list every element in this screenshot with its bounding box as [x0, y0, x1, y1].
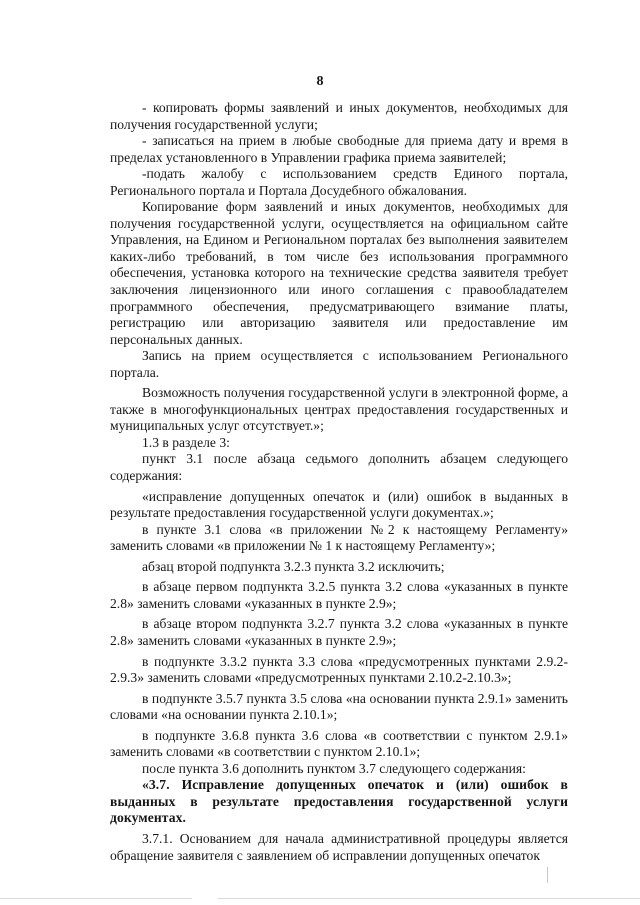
paragraph-electronic-form: Возможность получения государственной услуги в электронной форме, а также в многофункциональных центрах предоставления государственных и муниципальных услуг отсутствует.»;	[110, 385, 568, 434]
paragraph-appointment-portal: Запись на прием осуществляется с использованием Регионального портала.	[110, 348, 568, 380]
paragraph-amend-3-2-7: в абзаце втором подпункта 3.2.7 пункта 3.2 слова «указанных в пункте 2.8» заменить словами «указанных в пункте 2.9»;	[110, 616, 568, 648]
paragraph-file-complaint: -подать жалобу с использованием средств Единого портала, Регионального портала и Портала Досудебного обжалования.	[110, 166, 568, 198]
paragraph-amend-3-6-8: в подпункте 3.6.8 пункта 3.6 слова «в соответствии с пунктом 2.9.1» заменить словами «в соответствии с пунктом 2.10.1»;	[110, 727, 568, 760]
section-3-7-heading: «3.7. Исправление допущенных опечаток и (или) ошибок в выданных в результате предоставления государственной услуги документах.	[110, 777, 568, 826]
document-body	[110, 100, 568, 864]
paragraph-book-appointment: - записаться на прием в любые свободные для приема дату и время в пределах установленного в Управлении графика приема заявителей;	[110, 133, 568, 165]
scan-artifact-tick	[547, 867, 548, 883]
paragraph-section-3: 1.3 в разделе 3:	[142, 434, 230, 450]
paragraph-amend-3-3-2: в подпункте 3.3.2 пункта 3.3 слова «предусмотренных пунктами 2.9.2- 2.9.3» заменить словами «предусмотренных пунктами 2.10.2-2.10.3»;	[110, 653, 568, 686]
paragraph-copying-forms: Копирование форм заявлений и иных документов, необходимых для получения государственной услуги, осуществляется на официальном сайте Управления, на Едином и Региональном порталах без выполнения заявителем каких-либо требований, в том числе без использования программного обеспечения, установка которого на технические средства заявителя требует заключения лицензионного или иного соглашения с правообладателем программного обеспечения, предусматривающего взимание платы, регистрацию или авторизацию заявителя или предоставление им персональных данных.	[110, 199, 568, 347]
paragraph-copy-forms: - копировать формы заявлений и иных документов, необходимых для получения государственной услуги;	[110, 100, 568, 132]
paragraph-exclude-3-2-3: абзац второй подпункта 3.2.3 пункта 3.2 исключить;	[142, 558, 445, 574]
paragraph-amend-3-1: пункт 3.1 после абзаца седьмого дополнить абзацем следующего содержания:	[110, 451, 568, 484]
paragraph-add-3-7: после пункта 3.6 дополнить пунктом 3.7 следующего содержания:	[142, 760, 526, 776]
paragraph-amend-3-5-7: в подпункте 3.5.7 пункта 3.5 слова «на основании пункта 2.9.1» заменить словами «на основании пункта 2.10.1»;	[110, 690, 568, 723]
paragraph-quoted-addition: «исправление допущенных опечаток и (или) ошибок в выданных в результате предоставления государственной услуги документах.»;	[110, 488, 568, 521]
paragraph-amend-3-2-5: в абзаце первом подпункта 3.2.5 пункта 3.2 слова «указанных в пункте 2.8» заменить словами «указанных в пункте 2.9»;	[110, 579, 568, 611]
scan-artifact-edge	[0, 898, 640, 899]
paragraph-3-7-1: 3.7.1. Основанием для начала административной процедуры является обращение заявителя с заявлением об исправлении допущенных опечаток	[110, 830, 568, 863]
paragraph-amend-3-1-words: в пункте 3.1 слова «в приложении №2 к настоящему Регламенту» заменить словами «в приложении № 1 к настоящему Регламенту»;	[110, 521, 568, 554]
page-number: 8	[316, 74, 324, 89]
